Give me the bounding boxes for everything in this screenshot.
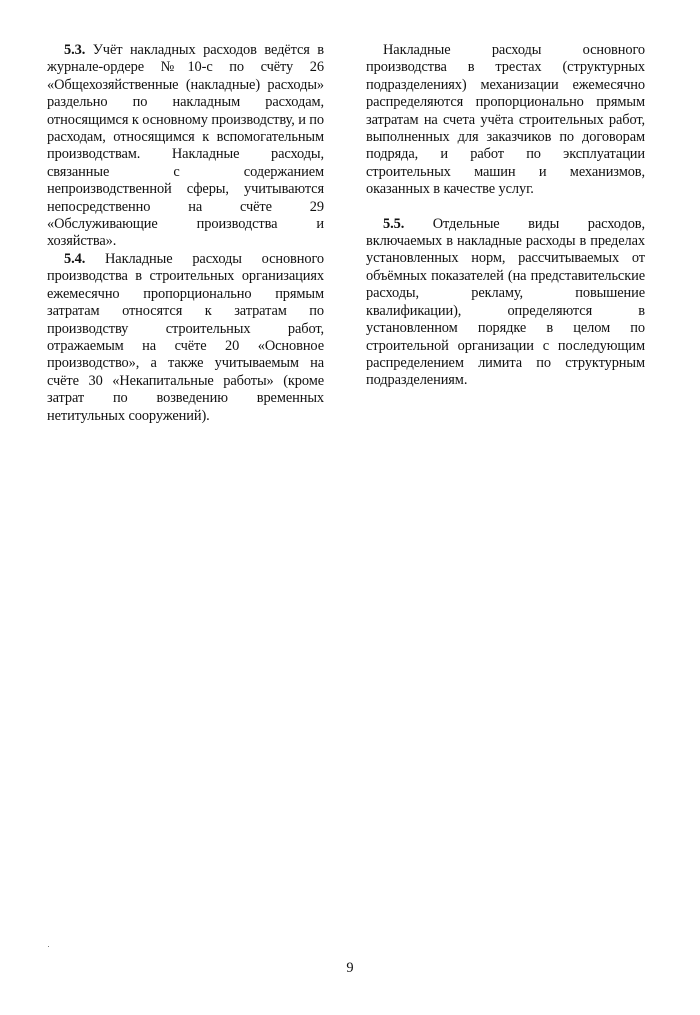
page-number: 9	[346, 960, 354, 976]
left-column	[47, 42, 324, 425]
right-column	[366, 42, 645, 390]
section-number-5-5: 5.5.	[383, 215, 405, 232]
paragraph-5-4-continued	[366, 42, 645, 199]
paragraph-5-4	[47, 251, 324, 425]
paragraph-5-4-continued-text: Накладные расходы основного производства в трестах (структурных подразделениях) механизации ежемесячно распределяются пропорционально прямым затратам на счета учёта строительных работ, выполненных для заказчиков по договорам подряда, и работ по эксплуатации строительных машин и механизмов, оказанных в качестве услуг.	[366, 42, 645, 198]
section-number-5-4: 5.4.	[64, 250, 86, 267]
paragraph-5-5-text: Отдельные виды расходов, включаемых в накладные расходы в пределах установленных норм, рассчитываемых от объёмных показателей (на представительские расходы, рекламу, повышение квалификации), определяются в установленном порядке в целом по строительной организации с последующим распределением лимита по структурным подразделениям.	[366, 215, 645, 389]
paragraph-5-5	[366, 216, 645, 390]
paragraph-5-4-text: Накладные расходы основного производства в строительных организациях ежемесячно пропорционально прямым затратам относятся к затратам по производству строительных работ, отражаемым на счёте 20 «Основное производство», а также учитываемым на счёте 30 «Некапитальные работы» (кроме затрат по возведению временных нетитульных сооружений).	[47, 250, 324, 424]
scan-speck	[48, 946, 49, 947]
section-number-5-3: 5.3.	[64, 42, 86, 58]
paragraph-5-3-text: Учёт накладных расходов ведётся в журнале-ордере №10-с по счёту 26 «Общехозяйственные (накладные) расходы» раздельно по накладным расходам, относящимся к основному производству, и по расходам, относящимся к вспомогательным производствам. Накладные расходы, связанные с содержанием непроизводственной сферы, учитываются непосредственно на счёте 29 «Обслуживающие производства и хозяйства».	[47, 42, 324, 250]
paragraph-5-3	[47, 42, 324, 251]
